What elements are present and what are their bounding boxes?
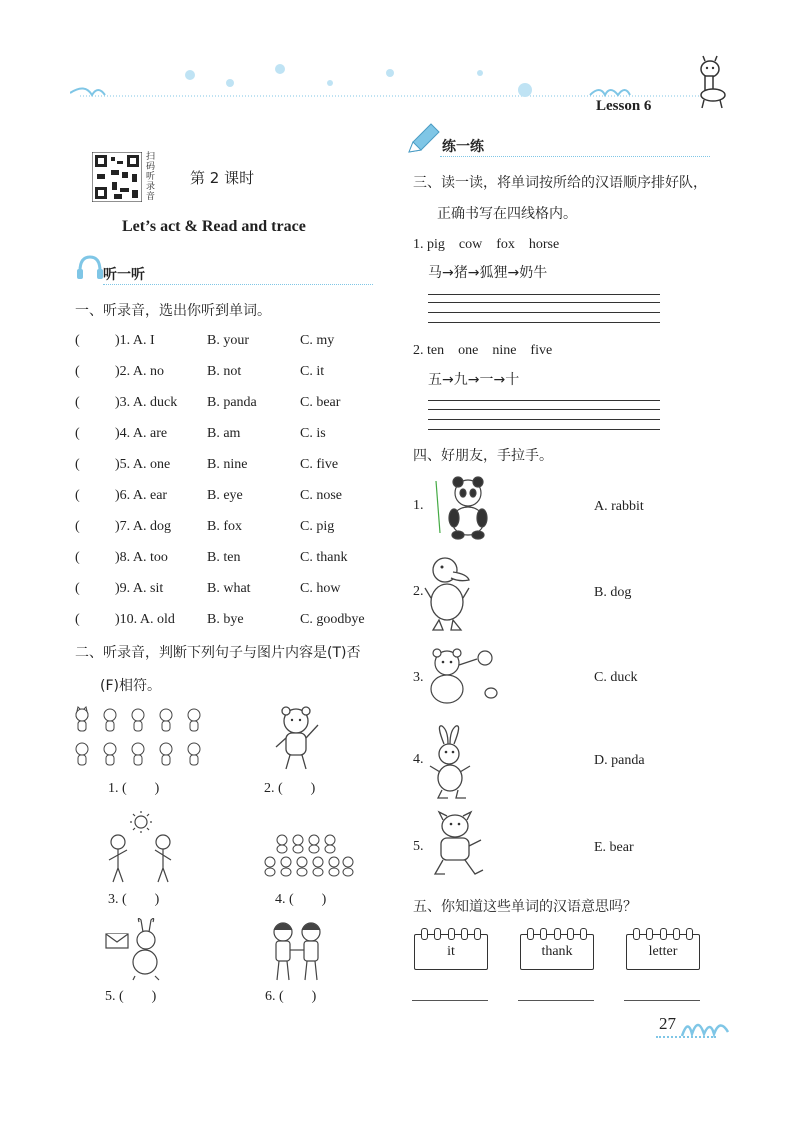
word-card-label: it <box>447 944 455 959</box>
q2-blank-4: 4. ( ) <box>275 892 327 907</box>
word-card-letter <box>626 934 700 970</box>
q1-row <box>75 581 395 601</box>
rabbit-picture <box>426 722 476 800</box>
chicks-picture <box>262 832 354 884</box>
paren-open: ( <box>75 550 80 565</box>
q1-option-c: C. nose <box>300 488 342 503</box>
paren-open: ( <box>75 333 80 348</box>
practice-divider <box>440 156 710 157</box>
four-line-grid-2 <box>428 429 660 430</box>
q1-option-a: )7. A. dog <box>115 519 171 534</box>
q3-item1-words: 1. pig cow fox horse <box>413 237 560 252</box>
panda-picture <box>426 473 496 543</box>
word-card-thank <box>520 934 594 970</box>
four-line-grid-2 <box>428 400 660 401</box>
paren-open: ( <box>75 426 80 441</box>
q1-option-c: C. five <box>300 457 339 472</box>
q1-option-c: C. thank <box>300 550 348 565</box>
paren-open: ( <box>75 395 80 410</box>
q1-option-a: )2. A. no <box>115 364 164 379</box>
q1-option-c: C. goodbye <box>300 612 365 627</box>
q1-option-b: B. not <box>207 364 242 379</box>
q1-row <box>75 364 395 384</box>
q1-title: 一、听录音，选出你听到单词。 <box>75 303 271 319</box>
paren-open: ( <box>75 612 80 627</box>
q2-blank-3: 3. ( ) <box>108 892 160 907</box>
q4-number: 1. <box>413 498 424 513</box>
q1-option-a: )3. A. duck <box>115 395 178 410</box>
bear-balloon-picture <box>425 645 500 710</box>
paren-open: ( <box>75 581 80 596</box>
two-girls-picture <box>265 918 329 984</box>
word-card-label: letter <box>648 944 678 959</box>
q1-row <box>75 488 395 508</box>
q4-option: E. bear <box>594 840 634 855</box>
q1-row <box>75 519 395 539</box>
q1-option-c: C. how <box>300 581 341 596</box>
q1-option-c: C. it <box>300 364 325 379</box>
q1-option-a: )4. A. are <box>115 426 168 441</box>
q1-option-c: C. is <box>300 426 326 441</box>
q1-option-b: B. bye <box>207 612 244 627</box>
q1-option-a: )10. A. old <box>115 612 175 627</box>
q4-number: 4. <box>413 752 424 767</box>
paren-open: ( <box>75 519 80 534</box>
q1-option-a: )6. A. ear <box>115 488 168 503</box>
q1-option-b: B. your <box>207 333 249 348</box>
paren-open: ( <box>75 457 80 472</box>
practice-section-title: 练一练 <box>442 139 484 155</box>
q5-title: 五、你知道这些单词的汉语意思吗？ <box>413 899 637 915</box>
q1-option-a: )5. A. one <box>115 457 171 472</box>
q3-title-line1: 三、读一读，将单词按所给的汉语顺序排好队， <box>413 175 707 191</box>
paren-open: ( <box>75 364 80 379</box>
q1-option-a: )9. A. sit <box>115 581 164 596</box>
bear-picture <box>268 703 328 773</box>
headphones-icon <box>75 253 105 283</box>
q4-option: D. panda <box>594 753 645 768</box>
four-line-grid-2 <box>428 409 660 410</box>
page-number: 27 <box>659 1014 676 1033</box>
cats-picture <box>72 705 212 775</box>
four-line-grid-1 <box>428 312 660 313</box>
q1-option-a: )8. A. too <box>115 550 168 565</box>
page-subtitle: Let’s act & Read and trace <box>122 218 306 235</box>
q1-option-b: B. nine <box>207 457 248 472</box>
sun-kids-picture <box>103 810 183 885</box>
q2-title-line2: (F)相符。 <box>100 678 161 694</box>
four-line-grid-1 <box>428 294 660 295</box>
q1-row <box>75 395 395 415</box>
period-title: 第 2 课时 <box>190 169 255 187</box>
q2-blank-5: 5. ( ) <box>105 989 157 1004</box>
giraffe-icon <box>690 55 730 110</box>
q4-title: 四、好朋友，手拉手。 <box>413 448 553 464</box>
four-line-grid-1 <box>428 302 660 303</box>
duck-picture <box>423 552 473 632</box>
q1-option-b: B. am <box>207 426 241 441</box>
q4-option: C. duck <box>594 670 638 685</box>
q1-row <box>75 457 395 477</box>
q1-option-c: C. bear <box>300 395 341 410</box>
q1-option-c: C. my <box>300 333 335 348</box>
lesson-label: Lesson 6 <box>596 98 652 114</box>
q2-blank-1: 1. ( ) <box>108 781 160 796</box>
rabbit-letter-picture <box>103 918 173 983</box>
q4-number: 5. <box>413 839 424 854</box>
q1-option-b: B. ten <box>207 550 241 565</box>
q4-number: 2. <box>413 584 424 599</box>
q1-row <box>75 333 395 353</box>
qr-code <box>92 152 142 202</box>
q1-row <box>75 426 395 446</box>
word-card-it <box>414 934 488 970</box>
four-line-grid-2 <box>428 419 660 420</box>
q3-item1-order: 马→猪→狐狸→奶牛 <box>428 265 548 281</box>
listen-divider <box>103 284 373 285</box>
q4-option: A. rabbit <box>594 499 644 514</box>
q1-row <box>75 612 395 632</box>
q3-item2-words: 2. ten one nine five <box>413 343 553 358</box>
footer-divider <box>656 1036 716 1038</box>
four-line-grid-1 <box>428 322 660 323</box>
qr-label: 扫码听录音 <box>146 152 156 202</box>
q1-option-b: B. panda <box>207 395 257 410</box>
q1-option-b: B. what <box>207 581 251 596</box>
q2-blank-2: 2. ( ) <box>264 781 316 796</box>
q1-option-c: C. pig <box>300 519 335 534</box>
q4-option: B. dog <box>594 585 632 600</box>
q2-title-line1: 二、听录音，判断下列句子与图片内容是(T)否 <box>75 645 361 661</box>
q4-number: 3. <box>413 670 424 685</box>
listen-section-title: 听一听 <box>103 267 145 283</box>
grass-icon <box>680 1014 730 1038</box>
q1-option-a: )1. A. I <box>115 333 155 348</box>
q3-title-line2: 正确书写在四线格内。 <box>437 206 577 222</box>
q3-item2-order: 五→九→一→十 <box>428 372 520 388</box>
q1-option-b: B. fox <box>207 519 242 534</box>
word-card-label: thank <box>541 944 573 959</box>
answer-line <box>518 1000 594 1001</box>
pencil-icon <box>405 122 441 158</box>
q1-row <box>75 550 395 570</box>
dog-picture <box>425 810 490 878</box>
q1-option-b: B. eye <box>207 488 243 503</box>
paren-open: ( <box>75 488 80 503</box>
answer-line <box>624 1000 700 1001</box>
answer-line <box>412 1000 488 1001</box>
q2-blank-6: 6. ( ) <box>265 989 317 1004</box>
